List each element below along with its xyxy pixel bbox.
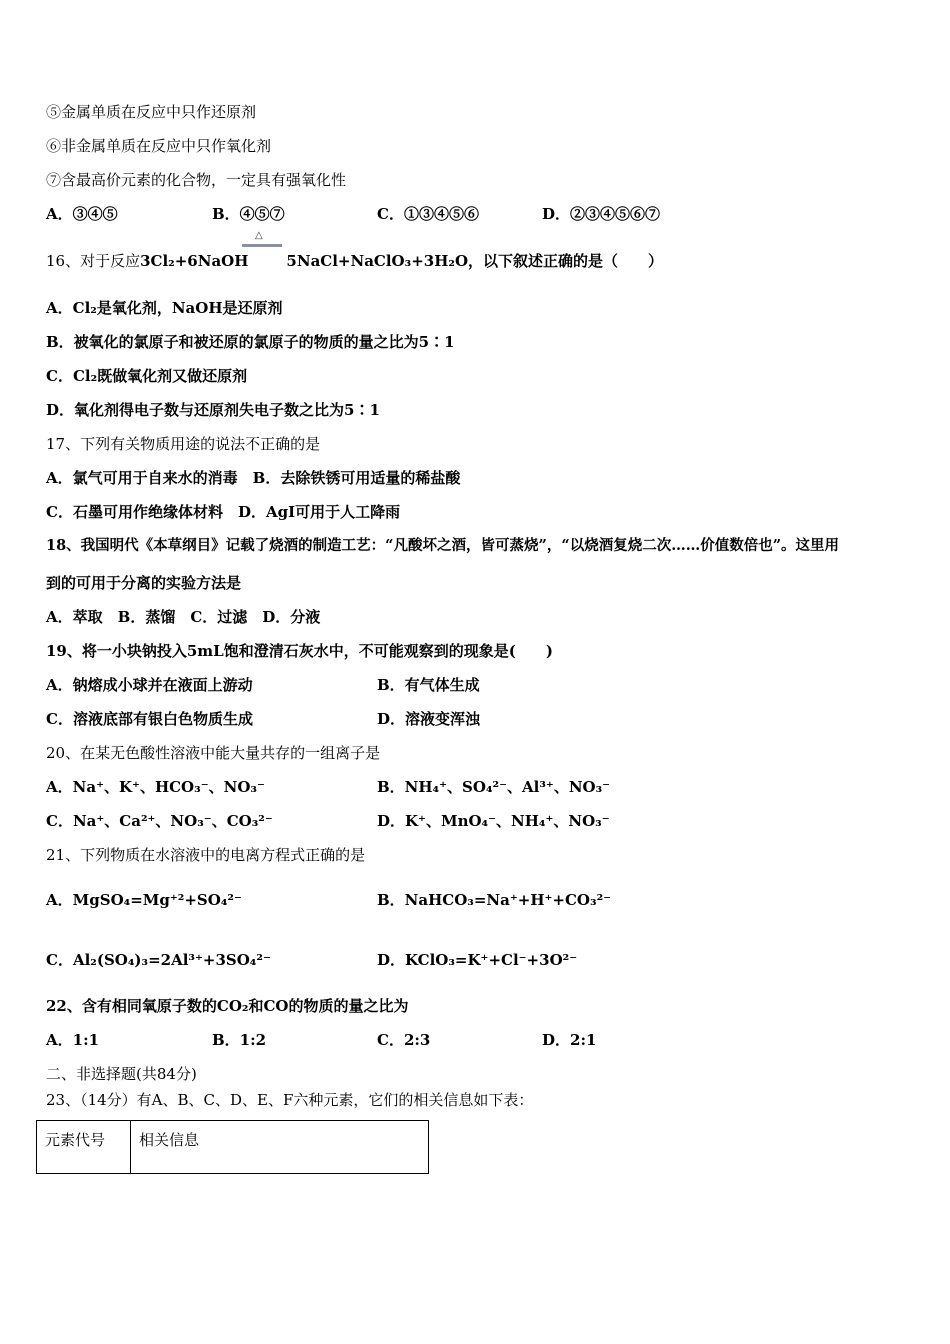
q16-products: 5NaCl+NaClO₃+3H₂O (286, 252, 469, 270)
statement-7: ⑦含最高价元素的化合物，一定具有强氧化性 (46, 171, 347, 189)
q22-option-c: C．2:3 (377, 1031, 431, 1049)
q21-option-b: B．NaHCO₃=Na⁺+H⁺+CO₃²⁻ (377, 891, 612, 909)
element-info-table (36, 1120, 429, 1174)
q15-option-b: B．④⑤⑦ (212, 205, 285, 223)
q16-option-b: B．被氧化的氯原子和被还原的氯原子的物质的量之比为5∶1 (46, 333, 455, 351)
q20-stem: 20、在某无色酸性溶液中能大量共存的一组离子是 (46, 744, 381, 762)
table-header-code: 元素代号 (37, 1121, 131, 1174)
q18-stem-line2: 到的可用于分离的实验方法是 (46, 574, 242, 592)
q16-option-d: D．氧化剂得电子数与还原剂失电子数之比为5∶1 (46, 401, 380, 419)
statement-5: ⑤金属单质在反应中只作还原剂 (46, 103, 257, 121)
section-title: 二、非选择题(共84分) (46, 1065, 197, 1083)
q17-options-ab: A．氯气可用于自来水的消毒 B．去除铁锈可用适量的稀盐酸 (46, 469, 461, 487)
q19-option-a: A．钠熔成小球并在液面上游动 (46, 676, 253, 694)
q19-option-b: B．有气体生成 (377, 676, 480, 694)
q20-option-b: B．NH₄⁺、SO₄²⁻、Al³⁺、NO₃⁻ (377, 778, 611, 796)
table-header-info: 相关信息 (131, 1121, 429, 1174)
q18-options: A．萃取 B．蒸馏 C．过滤 D．分液 (46, 608, 321, 626)
heat-arrow (242, 232, 282, 252)
q21-stem: 21、下列物质在水溶液中的电离方程式正确的是 (46, 846, 366, 864)
q17-options-cd: C．石墨可用作绝缘体材料 D．AgI可用于人工降雨 (46, 503, 401, 521)
q20-option-a: A．Na⁺、K⁺、HCO₃⁻、NO₃⁻ (46, 778, 265, 796)
q22-option-d: D．2:1 (542, 1031, 597, 1049)
q15-option-d: D．②③④⑤⑥⑦ (542, 205, 661, 223)
q20-option-c: C．Na⁺、Ca²⁺、NO₃⁻、CO₃²⁻ (46, 812, 273, 830)
q16-option-c: C．Cl₂既做氧化剂又做还原剂 (46, 367, 248, 385)
q15-option-c: C．①③④⑤⑥ (377, 205, 479, 223)
q21-option-d: D．KClO₃=K⁺+Cl⁻+3O²⁻ (377, 951, 578, 969)
q16-option-a: A．Cl₂是氧化剂，NaOH是还原剂 (46, 299, 283, 317)
q19-option-c: C．溶液底部有银白色物质生成 (46, 710, 253, 728)
q22-stem: 22、含有相同氧原子数的CO₂和CO的物质的量之比为 (46, 997, 409, 1015)
q18-stem-line1: 18、我国明代《本草纲目》记载了烧酒的制造工艺：“凡酸坏之酒，皆可蒸烧”，“以烧酒复烧二次……价值数倍也”。这里用 (46, 537, 840, 554)
q16-suffix: ，以下叙述正确的是（ ） (468, 252, 664, 270)
statement-6: ⑥非金属单质在反应中只作氧化剂 (46, 137, 272, 155)
q15-option-a: A．③④⑤ (46, 205, 118, 223)
table-row (37, 1121, 429, 1174)
q22-option-b: B．1:2 (212, 1031, 267, 1049)
q16-stem (46, 251, 663, 271)
q17-stem: 17、下列有关物质用途的说法不正确的是 (46, 435, 321, 453)
q19-option-d: D．溶液变浑浊 (377, 710, 481, 728)
q23-stem: 23、（14分）有A、B、C、D、E、F六种元素，它们的相关信息如下表： (46, 1091, 534, 1109)
q21-option-a: A．MgSO₄=Mg⁺²+SO₄²⁻ (46, 891, 242, 909)
q20-option-d: D．K⁺、MnO₄⁻、NH₄⁺、NO₃⁻ (377, 812, 610, 830)
q21-option-c: C．Al₂(SO₄)₃=2Al³⁺+3SO₄²⁻ (46, 951, 271, 969)
q16-reactants: 3Cl₂+6NaOH (140, 252, 249, 270)
q16-prefix: 16、对于反应 (46, 252, 141, 270)
q19-stem: 19、将一小块钠投入5mL饱和澄清石灰水中，不可能观察到的现象是( ) (46, 642, 553, 660)
heat-symbol: △ (255, 230, 263, 241)
arrow-bar (242, 244, 282, 247)
q22-option-a: A．1:1 (46, 1031, 100, 1049)
